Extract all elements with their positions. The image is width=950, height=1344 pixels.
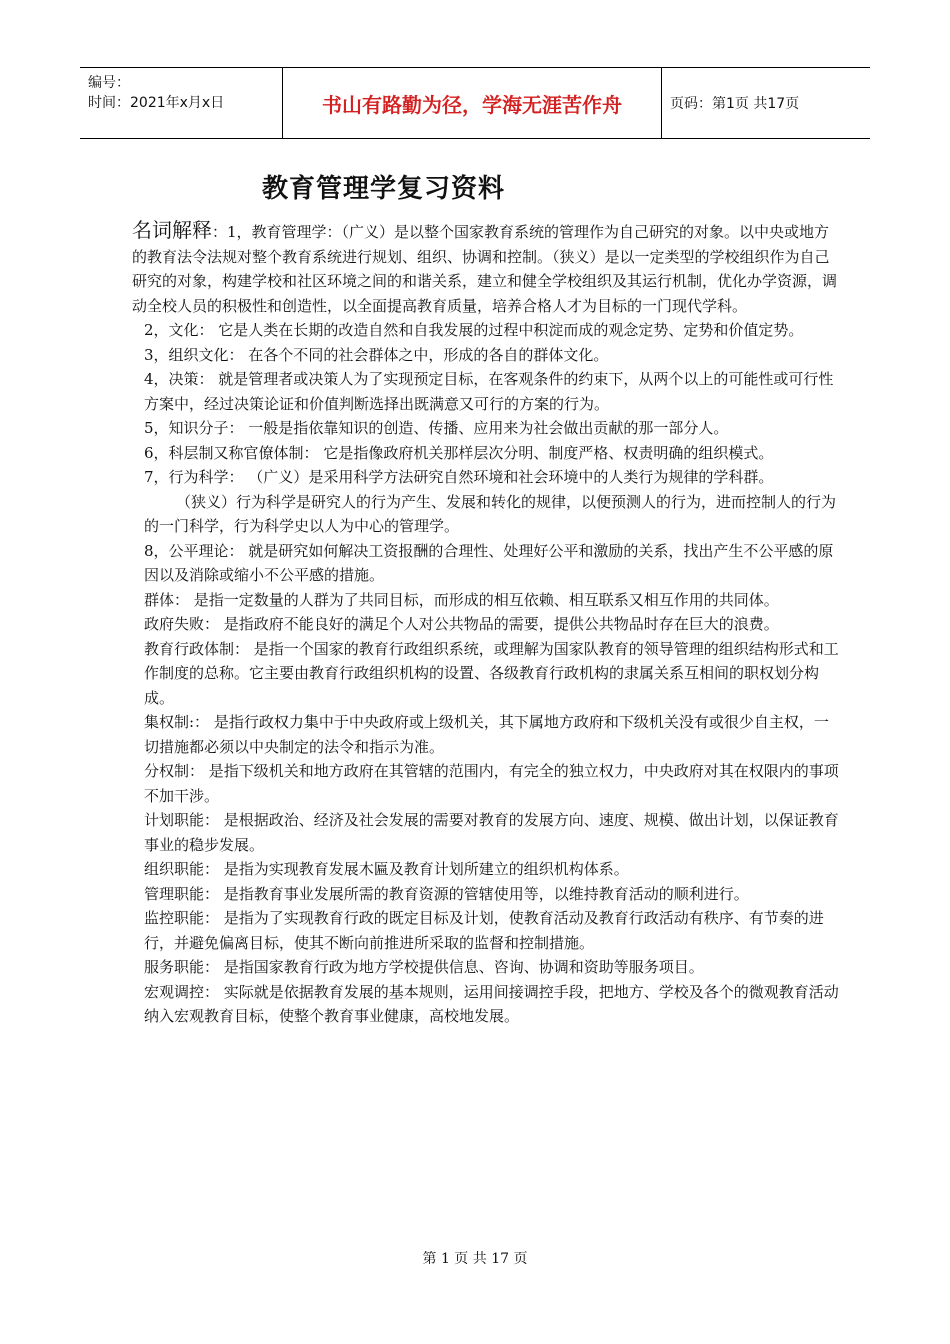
paragraph: 8，公平理论： 就是研究如何解决工资报酬的合理性、处理好公平和激励的关系，找出产生不公平感的原因以及消除或缩小不公平感的措施。 [144, 541, 834, 584]
paragraph: 群体： 是指一定数量的人群为了共同目标，而形成的相互依赖、相互联系又相互作用的共同体。 [144, 590, 779, 609]
intro-paragraph [132, 218, 842, 318]
paragraph: 3，组织文化： 在各个不同的社会群体之中，形成的各自的群体文化。 [144, 345, 609, 364]
paragraph-group-2 [132, 539, 842, 1029]
document-body [132, 218, 842, 1029]
paragraph: 服务职能： 是指国家教育行政为地方学校提供信息、咨询、协调和资助等服务项目。 [144, 958, 704, 976]
paragraph-group-1 [132, 318, 842, 490]
date-label: 时间：2021年x月x日 [88, 95, 225, 111]
motto-text: 书山有路勤为径，学海无涯苦作舟 [322, 92, 622, 117]
page-info-text: 页码：第1页 共17页 [670, 96, 800, 112]
paragraph: 5，知识分子： 一般是指依靠知识的创造、传播、应用来为社会做出贡献的那一部分人。 [144, 419, 729, 437]
header-motto [282, 68, 662, 138]
paragraph-7b: （狭义）行为科学是研究人的行为产生、发展和转化的规律，以便预测人的行为，进而控制人的行为的一门科学，行为科学史以人为中心的管理学。 [144, 492, 837, 535]
document-title: 教育管理学复习资料 [262, 174, 506, 204]
paragraph: 组织职能： 是指为实现教育发展木匾及教育计划所建立的组织机构体系。 [144, 860, 629, 878]
page-footer: 第 1 页 共 17 页 [422, 1251, 528, 1267]
paragraph: 教育行政体制： 是指一个国家的教育行政组织系统，或理解为国家队教育的领导管理的组织结构形式和工作制度的总称。它主要由教育行政组织机构的设置、各级教育行政机构的隶属关系互相间的职权划分构成。 [144, 639, 839, 707]
paragraph: 4，决策： 就是管理者或决策人为了实现预定目标，在客观条件的约束下，从两个以上的可能性或可行性方案中，经过决策论证和价值判断选择出既满意又可行的方案的行为。 [144, 370, 834, 413]
header-meta [80, 68, 282, 138]
header-page-info [662, 68, 870, 138]
paragraph: 政府失败： 是指政府不能良好的满足个人对公共物品的需要，提供公共物品时存在巨大的浪费。 [144, 615, 779, 633]
intro-text: ：1，教育管理学：（广义）是以整个国家教育系统的管理作为自己研究的对象。以中央或地方的教育法令法规对整个教育系统进行规划、组织、协调和控制。（狭义）是以一定类型的学校组织作为自己研究的对象，构建学校和社区环境之间的和谐关系，建立和健全学校组织及其运行机制，优化办学资源，调动全校人员的积极性和创造性，以全面提高教育质量，培养合格人才为目标的一门现代学科。 [132, 223, 838, 315]
paragraph: 宏观调控： 实际就是依据教育发展的基本规则，运用间接调控手段，把地方、学校及各个的微观教育活动纳入宏观教育目标，使整个教育事业健康，高校地发展。 [144, 982, 839, 1025]
paragraph: 分权制： 是指下级机关和地方政府在其管辖的范围内，有完全的独立权力，中央政府对其在权限内的事项不加干涉。 [144, 762, 839, 805]
paragraph: 计划职能： 是根据政治、经济及社会发展的需要对教育的发展方向、速度、规模、做出计划，以保证教育事业的稳步发展。 [144, 811, 839, 854]
intro-lead: 名词解释 [132, 218, 212, 242]
paragraph: 集权制:： 是指行政权力集中于中央政府或上级机关，其下属地方政府和下级机关没有或很少自主权，一切措施都必须以中央制定的法令和指示为准。 [144, 713, 829, 756]
paragraph: 管理职能： 是指教育事业发展所需的教育资源的管辖使用等，以维持教育活动的顺利进行。 [144, 884, 749, 903]
number-label: 编号： [88, 75, 130, 91]
header-table [80, 67, 870, 139]
paragraph: 2，文化： 它是人类在长期的改造自然和自我发展的过程中积淀而成的观念定势、定势和价值定势。 [144, 321, 804, 339]
paragraph: 监控职能： 是指为了实现教育行政的既定目标及计划，使教育活动及教育行政活动有秩序、有节奏的进行，并避免偏离目标，使其不断向前推进所采取的监督和控制措施。 [144, 909, 824, 952]
paragraph: 6，科层制又称官僚体制： 它是指像政府机关那样层次分明、制度严格、权责明确的组织模式。 [144, 443, 774, 462]
paragraph: 7，行为科学： （广义）是采用科学方法研究自然环境和社会环境中的人类行为规律的学科群。 [144, 468, 774, 486]
